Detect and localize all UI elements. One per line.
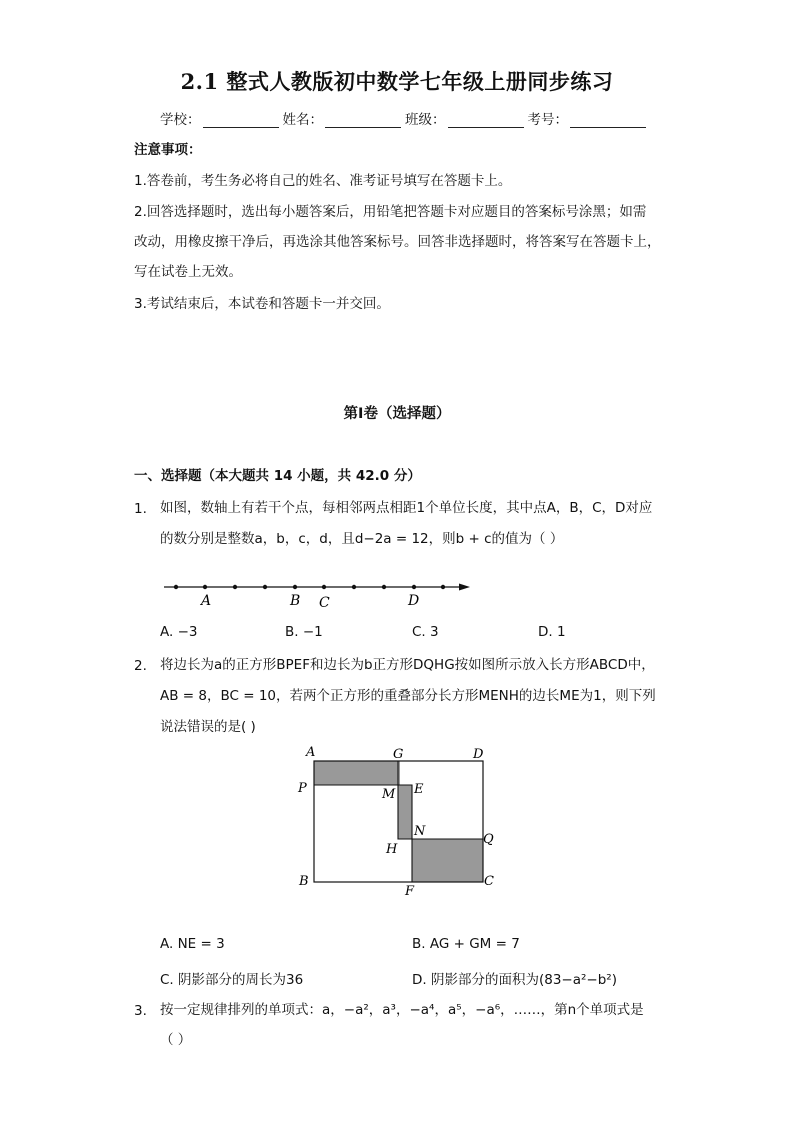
blank-line	[203, 113, 279, 128]
notice-item-2-cont2: 写在试卷上无效。	[134, 264, 242, 280]
fig-label-B: B	[299, 874, 309, 889]
info-label-school: 学校：	[160, 112, 201, 128]
fig-label-F: F	[405, 884, 415, 899]
shaded-region-middle	[398, 785, 412, 839]
number-line-figure	[160, 575, 480, 611]
number-line-point	[412, 585, 416, 589]
part-title: 一、选择题（本大题共 14 小题，共 42.0 分）	[134, 468, 421, 484]
question-2-option-d[interactable]: D. 阴影部分的面积为(83−a²−b²)	[412, 972, 617, 988]
question-1-option-d[interactable]: D. 1	[538, 624, 566, 640]
page-title: 2.1 整式人教版初中数学七年级上册同步练习	[180, 69, 614, 94]
fig-label-E: E	[414, 782, 424, 797]
number-line-point	[233, 585, 237, 589]
question-3-number: 3.	[134, 1003, 147, 1019]
blank-line	[448, 113, 524, 128]
question-3-line-1: 按一定规律排列的单项式：a，−a²，a³，−a⁴，a⁵，−a⁶，……，第n个单项式是	[160, 1002, 644, 1018]
question-2-line-3: 说法错误的是( )	[160, 719, 256, 735]
question-1-line-2: 的数分别是整数a，b，c，d，且d−2a = 12，则b + c的值为（ ）	[160, 531, 564, 547]
fig-label-P: P	[298, 781, 307, 796]
label-B: B	[290, 593, 301, 609]
info-field-name	[283, 108, 402, 128]
number-line-point	[174, 585, 178, 589]
question-2-option-c[interactable]: C. 阴影部分的周长为36	[160, 972, 304, 988]
question-1-line-1: 如图，数轴上有若干个点，每相邻两点相距1个单位长度，其中点A，B，C，D对应	[160, 500, 653, 516]
fig-label-A: A	[306, 745, 316, 760]
info-label-class: 班级：	[405, 112, 446, 128]
question-2-line-2: AB = 8，BC = 10，若两个正方形的重叠部分长方形MENH的边长ME为1，则下列	[160, 688, 656, 704]
info-field-class	[405, 108, 524, 128]
fig-label-D: D	[473, 747, 484, 762]
notice-item-3: 3.考试结束后，本试卷和答题卡一并交回。	[134, 296, 390, 312]
shaded-region-top	[314, 761, 400, 785]
question-2-option-a[interactable]: A. NE = 3	[160, 936, 225, 952]
fig-label-M: M	[382, 787, 396, 802]
number-line-point	[382, 585, 386, 589]
fig-label-Q: Q	[483, 832, 494, 847]
number-line-arrow	[459, 584, 470, 591]
label-D: D	[408, 593, 420, 609]
question-3-line-2: （ ）	[160, 1032, 192, 1048]
question-2-line-1: 将边长为a的正方形BPEF和边长为b正方形DQHG按如图所示放入长方形ABCD中，	[160, 657, 655, 673]
blank-line	[570, 113, 646, 128]
question-2-number: 2.	[134, 658, 147, 674]
section-title: 第Ⅰ卷（选择题）	[343, 406, 451, 422]
question-2-option-b[interactable]: B. AG + GM = 7	[412, 936, 520, 952]
question-1-number: 1.	[134, 501, 147, 517]
fig-label-N: N	[414, 824, 426, 839]
number-line-point	[263, 585, 267, 589]
fig-label-H: H	[386, 842, 398, 857]
info-label-name: 姓名：	[282, 112, 323, 128]
number-line-point	[322, 585, 326, 589]
number-line-point	[203, 585, 207, 589]
student-info-row	[160, 108, 650, 128]
number-line-point	[352, 585, 356, 589]
question-1-option-b[interactable]: B. −1	[285, 624, 323, 640]
notice-item-1: 1.答卷前，考生务必将自己的姓名、准考证号填写在答题卡上。	[134, 173, 512, 189]
question-1-option-a[interactable]: A. −3	[160, 624, 198, 640]
label-C: C	[319, 595, 330, 611]
notice-item-2-cont: 改动，用橡皮擦干净后，再选涂其他答案标号。回答非选择题时，将答案写在答题卡上，	[134, 234, 661, 250]
square-BPEF-edges	[314, 785, 412, 882]
info-field-school	[160, 108, 279, 128]
notice-heading: 注意事项：	[134, 142, 202, 158]
number-line-point	[441, 585, 445, 589]
info-field-id	[528, 108, 647, 128]
blank-line	[325, 113, 401, 128]
info-label-id: 考号：	[527, 112, 568, 128]
label-A: A	[201, 593, 212, 609]
rectangle-squares-figure	[290, 742, 510, 900]
number-line-point	[293, 585, 297, 589]
shaded-region-bottom	[412, 839, 483, 882]
question-1-option-c[interactable]: C. 3	[412, 624, 439, 640]
notice-item-2: 2.回答选择题时，选出每小题答案后，用铅笔把答题卡对应题目的答案标号涂黑；如需	[134, 204, 647, 220]
fig-label-G: G	[393, 747, 404, 762]
fig-label-C: C	[484, 874, 494, 889]
